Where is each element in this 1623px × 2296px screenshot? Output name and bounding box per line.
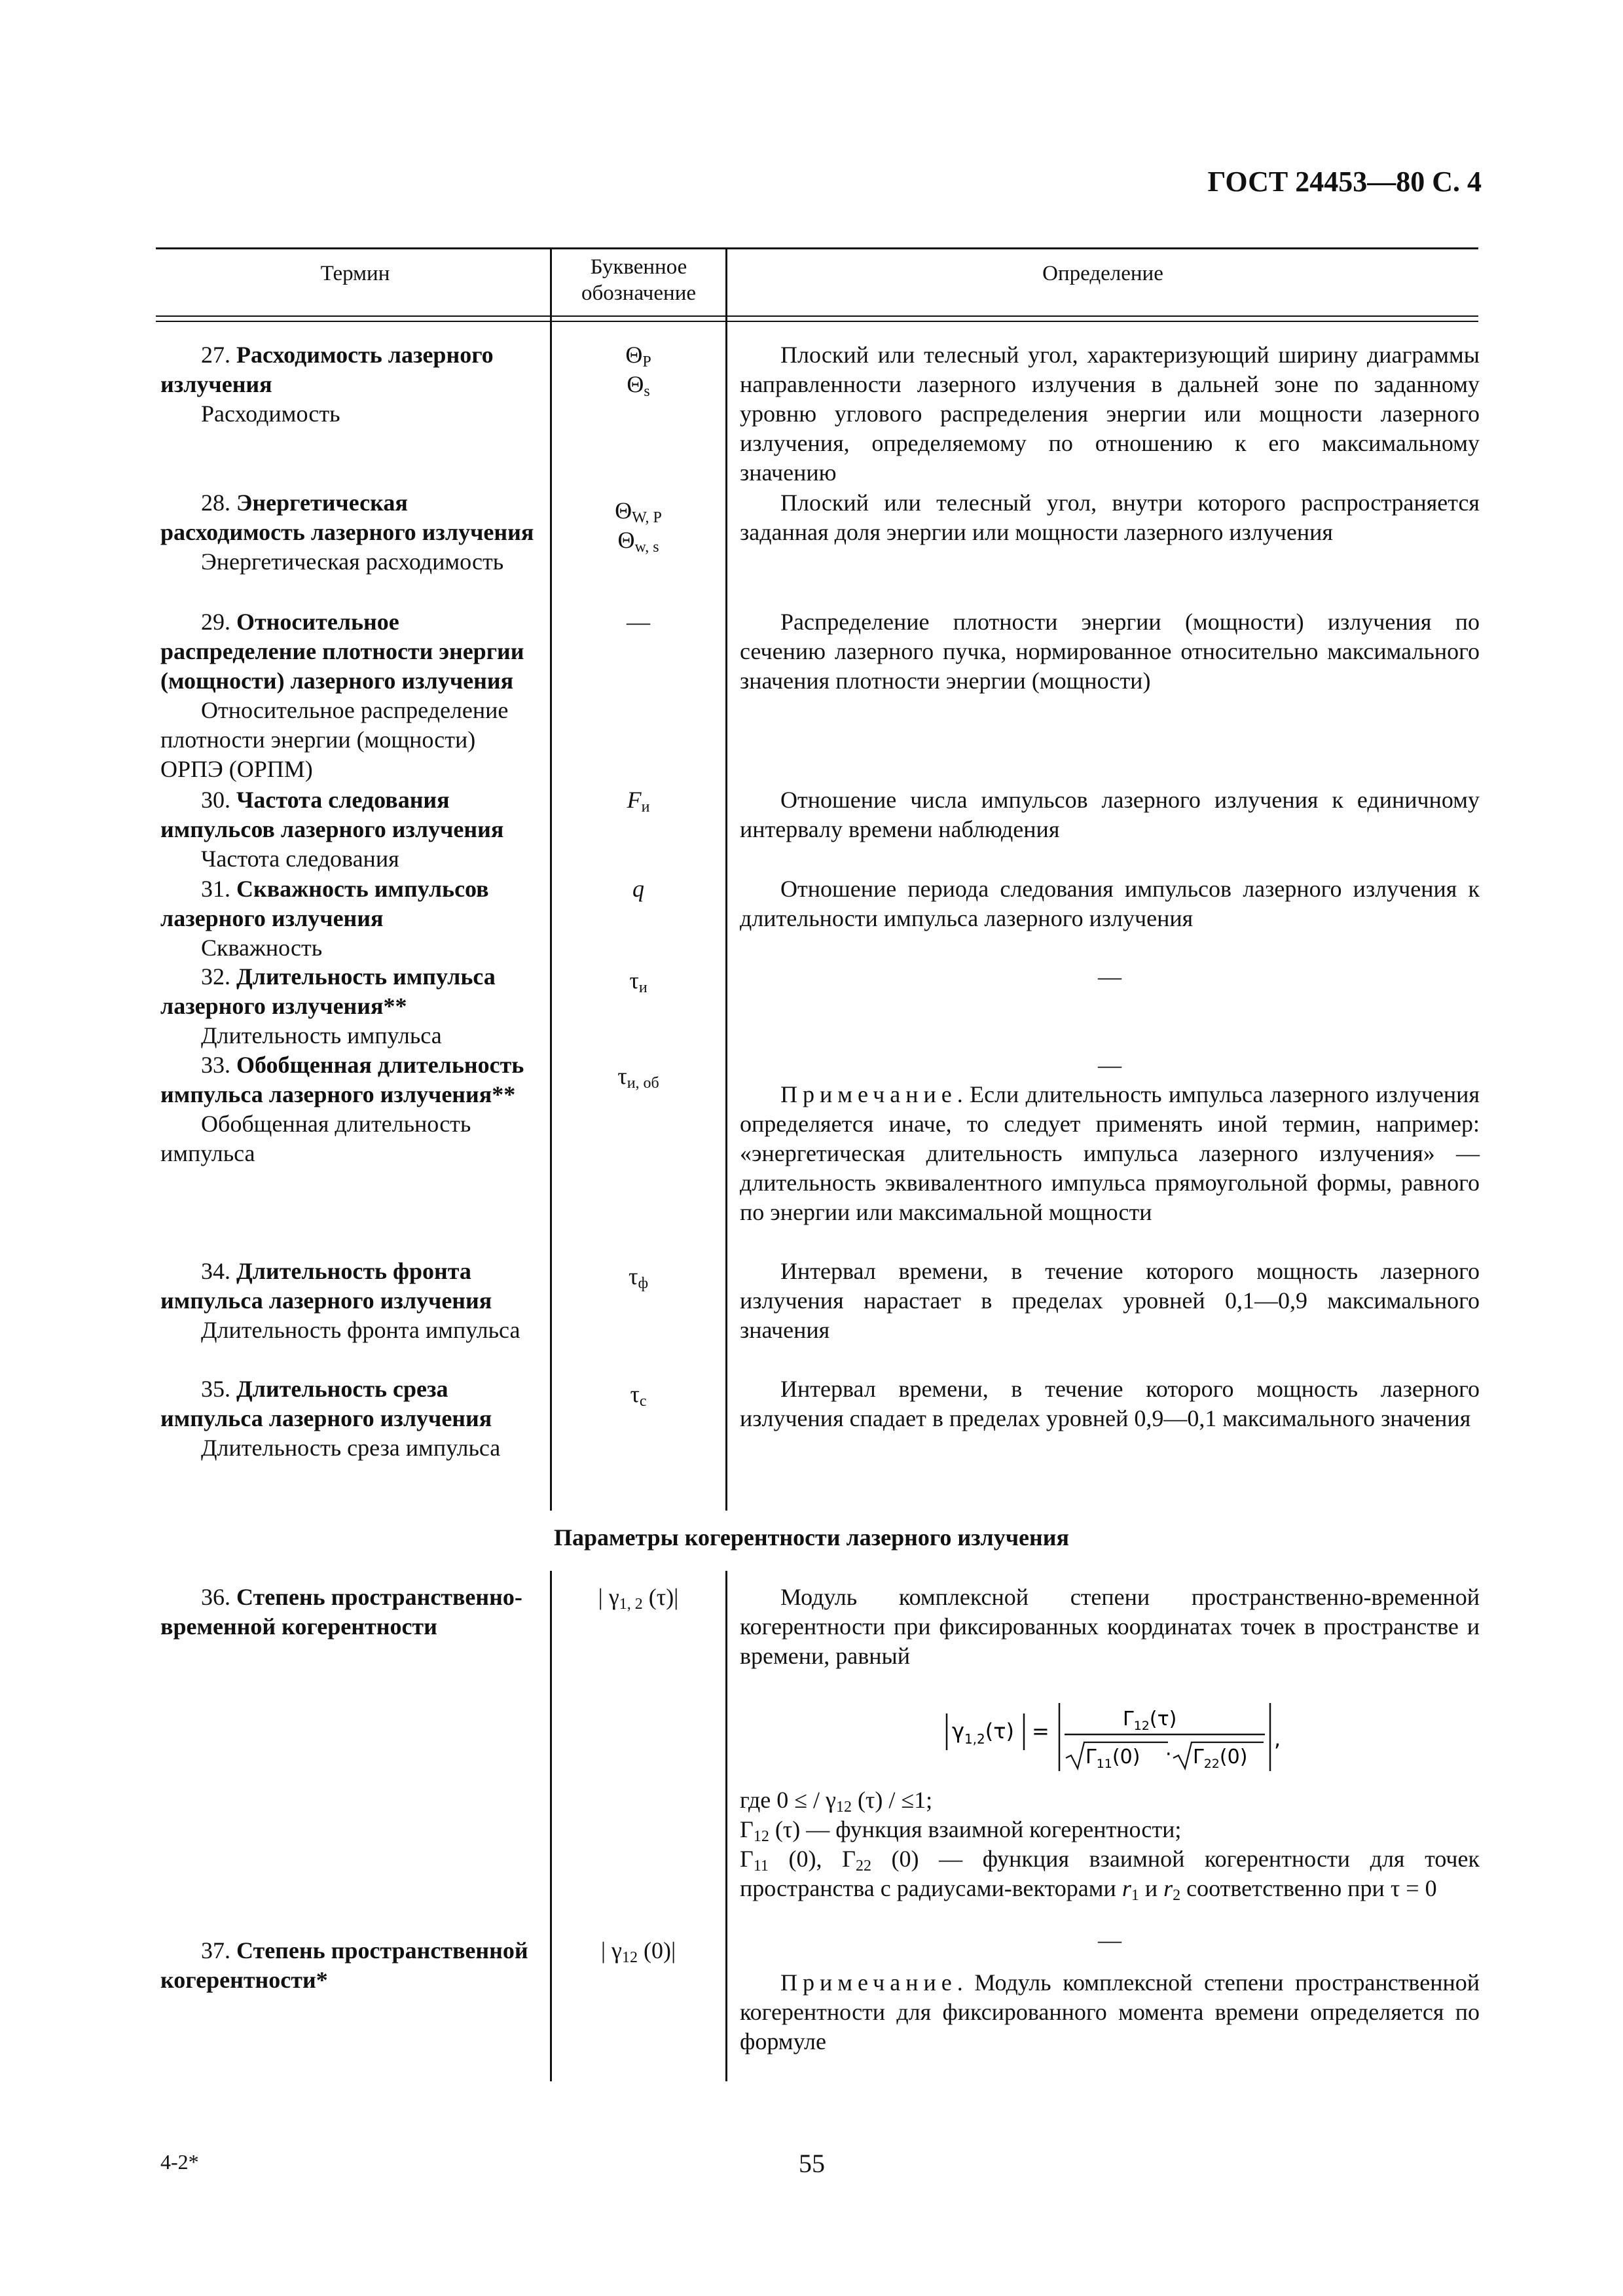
term-number: 32. (201, 963, 230, 990)
term-bold: Длительность фронта импульса лазерного излучения (160, 1258, 492, 1314)
formula-graphic (943, 1700, 1283, 1774)
definition-dash: — (1098, 1927, 1122, 1953)
term-bold: Длительность импульса лазерного излучения** (160, 963, 496, 1019)
definition-27 (740, 340, 1480, 488)
term-short: Относительное распределение плотности энергии (мощности) ОРПЭ (ОРПМ) (160, 697, 509, 782)
term-number: 36. (201, 1584, 230, 1610)
table-header-rule (156, 315, 1478, 317)
term-short: Частота следования (201, 846, 399, 872)
definition-text: Распределение плотности энергии (мощности) излучения по сечению лазерного пучка, нормированное относительно максимального значения плотности энергии (мощности) (740, 609, 1480, 694)
definition-text: Отношение числа импульсов лазерного излучения к единичному интервалу времени наблюдения (740, 787, 1480, 842)
term-short: Расходимость (201, 401, 340, 427)
col-header-term-label: Термин (320, 262, 390, 285)
formula-lhs: $\gamma_{1,2}(\tau)$ (952, 1719, 1014, 1747)
symbol-31: q (632, 876, 644, 902)
definition-35 (740, 1374, 1480, 1433)
term-34 (160, 1257, 543, 1345)
symbol-32: $\tau_и$ (629, 967, 647, 996)
col-header-symbol-line2: обозначение (581, 281, 697, 305)
term-number: 37. (201, 1937, 230, 1964)
coherence-formula (943, 1700, 1283, 1774)
term-30 (160, 785, 543, 874)
svg-text:=: = (1032, 1719, 1049, 1744)
term-36 (160, 1583, 543, 1641)
definition-dash: — (1098, 1052, 1122, 1078)
symbol-37: | $\gamma_{12}$ (0)| (600, 1937, 676, 1966)
term-short: Длительность среза импульса (201, 1435, 501, 1461)
term-32 (160, 962, 543, 1050)
term-33 (160, 1050, 543, 1168)
where-line-1: где 0 ≤ / $\gamma_{12}$ (τ) / ≤1; (740, 1787, 933, 1816)
term-number: 34. (201, 1258, 230, 1284)
term-bold: Степень пространственной когерентности* (160, 1937, 528, 1993)
col-header-term (160, 260, 550, 287)
term-bold: Обобщенная длительность импульса лазерного излучения** (160, 1052, 524, 1107)
formula-numerator: $\Gamma_{12}(\tau)$ (1123, 1708, 1177, 1733)
term-35 (160, 1374, 543, 1463)
definition-text: Интервал времени, в течение которого мощность лазерного излучения спадает в пределах уровней 0,9—0,1 максимального значения (740, 1376, 1480, 1431)
term-bold: Степень пространственно-временной когерентности (160, 1584, 522, 1640)
term-31 (160, 874, 543, 963)
definition-37 (740, 1926, 1480, 2056)
table-header-rule-2 (156, 321, 1478, 322)
where-line-2: $\Gamma_{12}$ (τ) — функция взаимной когерентности; (740, 1816, 1182, 1845)
definition-36 (740, 1583, 1480, 1671)
symbol-30: $F_и$ (627, 787, 650, 816)
definition-text: Отношение периода следования импульсов лазерного излучения к длительности импульса лазерного излучения (740, 876, 1480, 931)
term-number: 33. (201, 1052, 230, 1078)
where-block (740, 1785, 1480, 1903)
term-number: 30. (201, 787, 230, 813)
col-header-definition-label: Определение (1042, 262, 1163, 285)
formula-denominator-a: $\Gamma_{11}(0)$ (1085, 1746, 1140, 1771)
svg-text:·: · (1165, 1743, 1172, 1766)
symbol-27 (556, 340, 720, 399)
term-short: Длительность импульса (201, 1022, 442, 1049)
term-bold: Расходимость лазерного излучения (160, 342, 494, 397)
definition-text: Плоский или телесный угол, внутри которого распространяется заданная доля энергии или мощности лазерного излучения (740, 490, 1480, 545)
note-33 (740, 1080, 1480, 1227)
symbol-35: $\tau_с$ (630, 1381, 647, 1410)
where-line-3: $\Gamma_{11}$ (0), $\Gamma_{22}$ (0) — функция взаимной когерентности для точек пространства с радиусами-векторами $r_1$ и $r_2$ соответственно при τ = 0 (740, 1846, 1480, 1904)
term-bold: Длительность среза импульса лазерного излучения (160, 1376, 492, 1431)
symbol-29: — (627, 609, 650, 635)
definition-dash: — (1098, 963, 1122, 990)
col-header-symbol-line1: Буквенное (590, 255, 687, 279)
note-text: . Если длительность импульса лазерного излучения определяется иначе, то следует применять иной термин, например: «энергетическая длительность импульса лазерного излучения» — длительность эквивалентного импульса прямоугольной формы, равного по энергии или максимальной мощности (740, 1081, 1480, 1225)
note-37 (740, 1968, 1480, 2056)
symbol-28: $\Theta_{W, P}$ $\Theta_{w, s}$ (615, 497, 662, 556)
column-divider-1 (550, 247, 552, 1511)
definition-34 (740, 1257, 1480, 1345)
note-label: Примечание (780, 1081, 957, 1107)
term-short: Энергетическая расходимость (201, 548, 504, 575)
term-bold: Скважность импульсов лазерного излучения (160, 876, 489, 931)
symbol-36: | $\gamma_{1, 2}$ (τ)| (598, 1584, 679, 1613)
column-divider-2 (725, 247, 727, 1511)
term-short: Длительность фронта импульса (201, 1317, 520, 1343)
term-bold: Относительное распределение плотности энергии (мощности) лазерного излучения (160, 609, 524, 694)
definition-31 (740, 874, 1480, 933)
table-top-rule (156, 247, 1478, 249)
definition-29 (740, 607, 1480, 696)
definition-text: Модуль комплексной степени пространственно-временной когерентности при фиксированных координатах точек в пространстве и времени, равный (740, 1584, 1480, 1669)
col-header-definition (727, 260, 1478, 287)
definition-30 (740, 785, 1480, 844)
note-label: Примечание (780, 1969, 957, 1996)
term-29 (160, 607, 543, 784)
term-bold: Частота следования импульсов лазерного излучения (160, 787, 504, 842)
document-header: ГОСТ 24453—80 С. 4 (1207, 166, 1482, 198)
symbol-33: $\tau_{и, об}$ (617, 1063, 659, 1092)
column-divider-2b (725, 1571, 727, 2081)
term-28 (160, 488, 543, 577)
symbol-line: $\Theta_P$ (625, 342, 651, 370)
col-header-symbol (552, 254, 725, 306)
symbol-34: $\tau_ф$ (628, 1263, 649, 1292)
definition-28 (740, 488, 1480, 547)
term-number: 31. (201, 876, 230, 902)
definition-33 (740, 1050, 1480, 1227)
definition-text: Плоский или телесный угол, характеризующий ширину диаграммы направленности лазерного излучения в дальней зоне по заданному уровню углового распределения энергии или мощности лазерного излучения, определяемому по отношению к его максимальному значению (740, 342, 1480, 486)
term-number: 35. (201, 1376, 230, 1402)
term-number: 28. (201, 490, 230, 516)
term-bold: Энергетическая расходимость лазерного излучения (160, 490, 534, 545)
footer-sheet-mark: 4-2* (160, 2150, 199, 2174)
note-text: . Модуль комплексной степени пространственной когерентности для фиксированного момента времени определяется по формуле (740, 1969, 1480, 2054)
term-short: Обобщенная длительность импульса (160, 1111, 471, 1166)
page-number: 55 (799, 2149, 825, 2178)
symbol-line: $\Theta_s$ (627, 371, 650, 400)
term-27 (160, 340, 543, 429)
definition-text: Интервал времени, в течение которого мощность лазерного излучения нарастает в пределах уровней 0,1—0,9 максимального значения (740, 1258, 1480, 1343)
term-number: 27. (201, 342, 230, 368)
svg-text:,: , (1274, 1727, 1281, 1751)
definition-32 (740, 962, 1480, 992)
formula-denominator-b: $\Gamma_{22}(0)$ (1193, 1746, 1248, 1771)
section-title: Параметры когерентности лазерного излучения (554, 1524, 1069, 1551)
term-37 (160, 1936, 543, 1995)
term-number: 29. (201, 609, 230, 635)
term-short: Скважность (201, 935, 323, 961)
column-divider-1b (550, 1571, 552, 2081)
